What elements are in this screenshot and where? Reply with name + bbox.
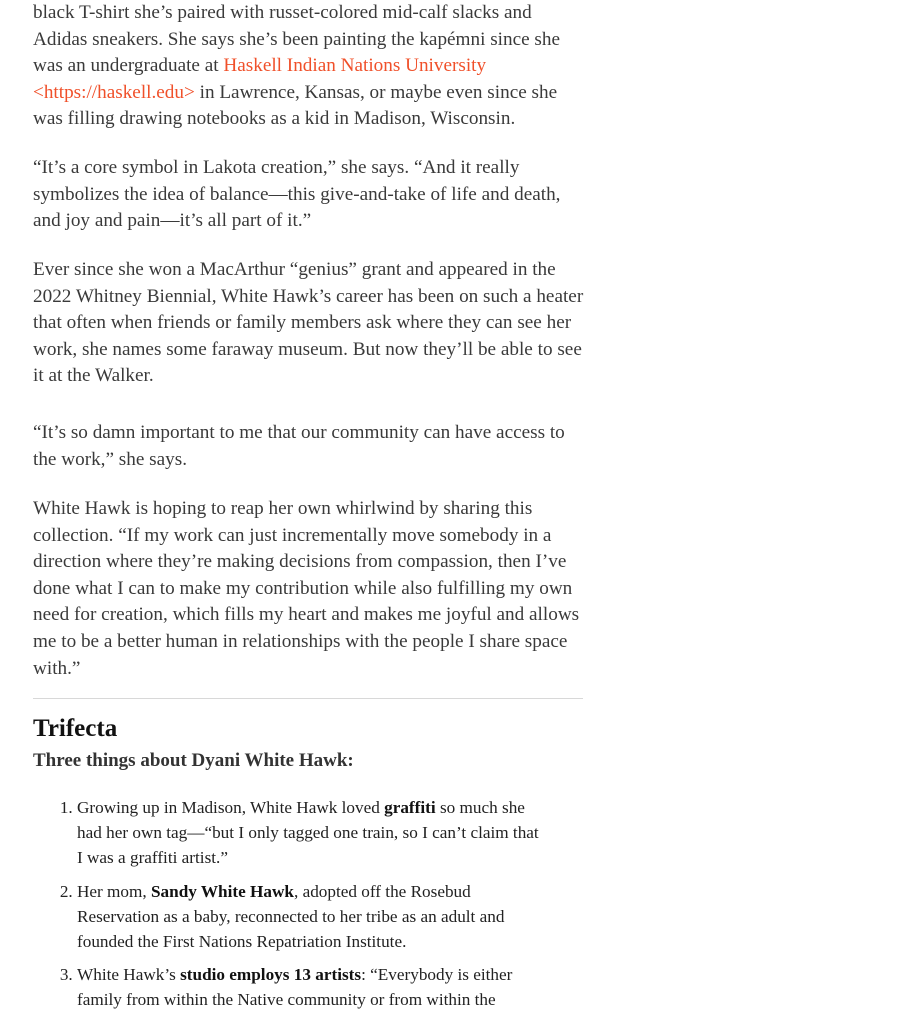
trifecta-subheading: Three things about Dyani White Hawk: <box>33 750 354 771</box>
list-item-text: Her mom, <box>77 881 151 901</box>
list-item-text: Growing up in Madison, White Hawk loved <box>77 798 385 817</box>
list-item-text: so much she had her own tag—“but I only tagged one train, so I can’t claim that I was a graffiti artist.” <box>77 798 539 867</box>
paragraph: White Hawk is hoping to reap her own whirlwind by sharing this collection. “If my work can just incrementally move somebody in a direction where they’re making decisions from compassion, then I’ve done what I can to make my contribution while also fulfilling my own need for creation, which fills my heart and makes me joyful and allows me to be a better human in relationships with the people I share space with.” <box>33 498 580 679</box>
list-item <box>77 879 542 954</box>
paragraph: Ever since she won a MacArthur “genius” grant and appeared in the 2022 Whitney Biennial, White Hawk’s career has been on such a heater that often when friends or family members ask where they can see her work, she names some faraway museum. But now they’ll be able to see it at the Walker. <box>33 259 584 387</box>
list-item-text: : “Everybody is either family from within the Native community or from within the <box>77 965 513 1009</box>
list-item <box>77 795 542 870</box>
paragraph-text: black T-shirt she’s paired with russet-colored mid-calf slacks and Adidas sneakers. She says she’s been painting the kapémni since she was an undergraduate at <box>33 2 560 77</box>
list-item-text: White Hawk’s <box>77 965 181 984</box>
trifecta-heading: Trifecta <box>33 715 118 742</box>
list-item-bold: studio employs 13 artists <box>180 965 362 984</box>
paragraph-text: in Lawrence, Kansas, or maybe even since she was filling drawing notebooks as a kid in Madison, Wisconsin. <box>33 81 558 130</box>
haskell-link[interactable]: Haskell Indian Nations University <https://haskell.edu> <box>33 55 487 103</box>
paragraph: “It’s a core symbol in Lakota creation,” she says. “And it really symbolizes the idea of balance—this give-and-take of life and death, and joy and pain—it’s all part of it.” <box>33 157 561 232</box>
list-item-bold: Sandy White Hawk <box>151 881 294 901</box>
paragraph <box>33 0 589 133</box>
list-item-bold: graffiti <box>384 798 436 817</box>
paragraph: “It’s so damn important to me that our community can have access to the work,” she says. <box>33 422 565 470</box>
list-item-text: , adopted off the Rosebud Reservation as a baby, reconnected to her tribe as an adult and founded the First Nations Repatriation Institute. <box>77 881 505 951</box>
trifecta-list <box>33 795 542 1021</box>
section-divider <box>33 698 583 699</box>
list-item <box>77 962 542 1012</box>
